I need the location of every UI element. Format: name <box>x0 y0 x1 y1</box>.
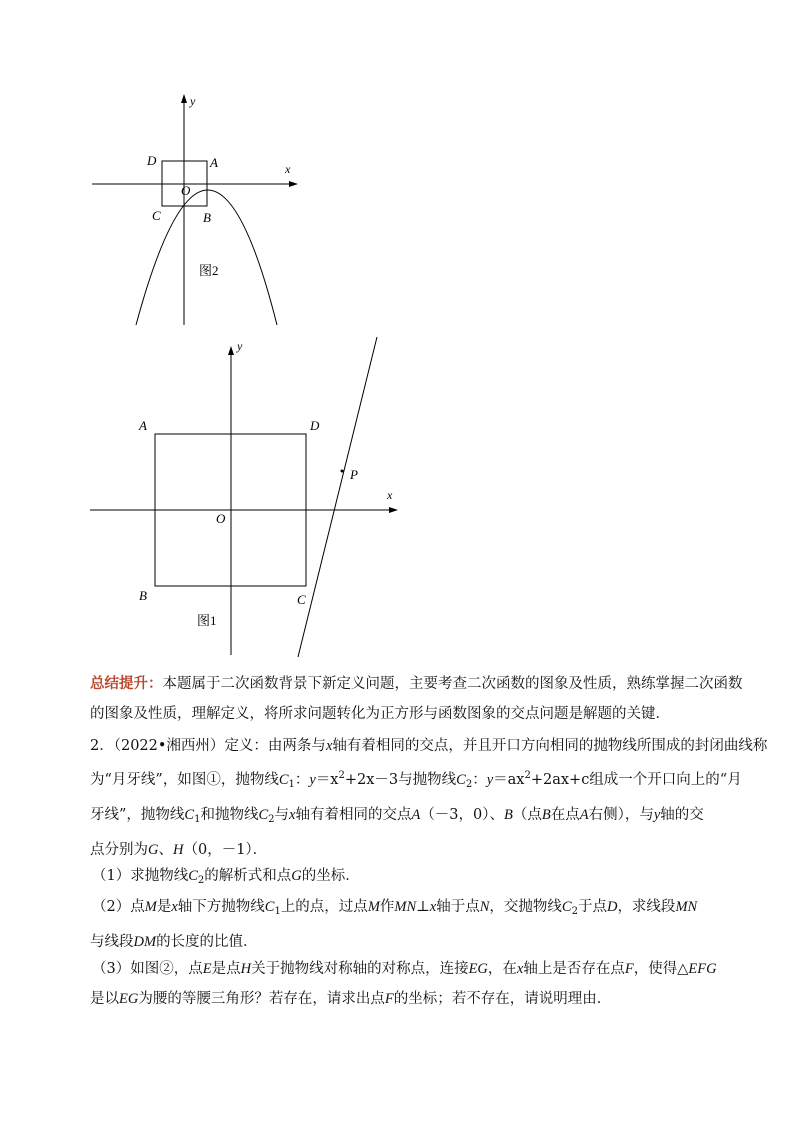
fig1-point-P <box>341 470 344 473</box>
fig1-label-D: D <box>310 418 320 433</box>
fig2-label-O: O <box>181 183 191 198</box>
fig2-label-B: B <box>203 210 211 225</box>
problem-line-2: 为“月牙线”，如图①，抛物线$C_1$：$y=x^2+2x-3$与抛物线$C_2$：$y=ax^2+2ax+c$组成一个开口向上的“月 <box>90 770 742 790</box>
fig1-x-arrow <box>389 507 398 513</box>
question-2: （2）点M是x轴下方抛物线$C_1$上的点，过点M作MN⊥x轴于点N，交抛物线$C_2$于点D，求线段MN 与线段DM的长度的比值． <box>90 899 698 950</box>
problem-2 <box>90 731 768 865</box>
fig1-label-A: A <box>139 418 147 433</box>
fig1-label-O: O <box>216 511 226 526</box>
fig2-label-y: y <box>190 94 196 108</box>
problem-line-4: 点分别为G、H（0，－1）． <box>90 842 268 858</box>
fig1-label-C: C <box>297 592 306 607</box>
fig1-label-y: y <box>237 339 243 353</box>
fig1-label-B: B <box>139 588 147 603</box>
problem-line-1: 2．（2022•湘西州）定义：由两条与x轴有着相同的交点，并且开口方向相同的抛物线所围成的封闭曲线称 <box>90 738 768 754</box>
summary-line-2: 的图象及性质，理解定义，将所求问题转化为正方形与函数图象的交点问题是解题的关键． <box>90 706 670 722</box>
fig1-line <box>298 337 377 657</box>
fig1-y-arrow <box>228 346 234 355</box>
summary-lead: 总结提升： <box>90 675 163 692</box>
question-1: （1）求抛物线$C_2$的解析式和点G的坐标． <box>92 868 360 886</box>
question-3: （3）如图②，点E是点H关于抛物线对称轴的对称点，连接EG，在x轴上是否存在点F，使得△EFG 是以EG为腰的等腰三角形？若存在，请求出点F的坐标；若不存在，请说明理由． <box>90 961 717 1007</box>
fig2-label-A: A <box>210 155 218 170</box>
summary-line-1: 总结提升：本题属于二次函数背景下新定义问题，主要考查二次函数的图象及性质，熟练掌握二次函数 <box>90 675 743 692</box>
fig2-label-x: x <box>285 162 291 176</box>
fig2-label-D: D <box>147 153 157 168</box>
problem-line-3: 牙线”，抛物线$C_1$和抛物线$C_2$与x轴有着相同的交点A（－3，0）、B（点B在点A右侧），与y轴的交 <box>90 807 704 825</box>
fig2-label-C: C <box>152 208 161 223</box>
fig1-label-x: x <box>387 488 393 502</box>
fig2-caption: 图2 <box>199 263 219 278</box>
fig1-label-P: P <box>350 467 358 482</box>
fig1-caption: 图1 <box>197 613 217 628</box>
summary-paragraph <box>90 669 743 729</box>
